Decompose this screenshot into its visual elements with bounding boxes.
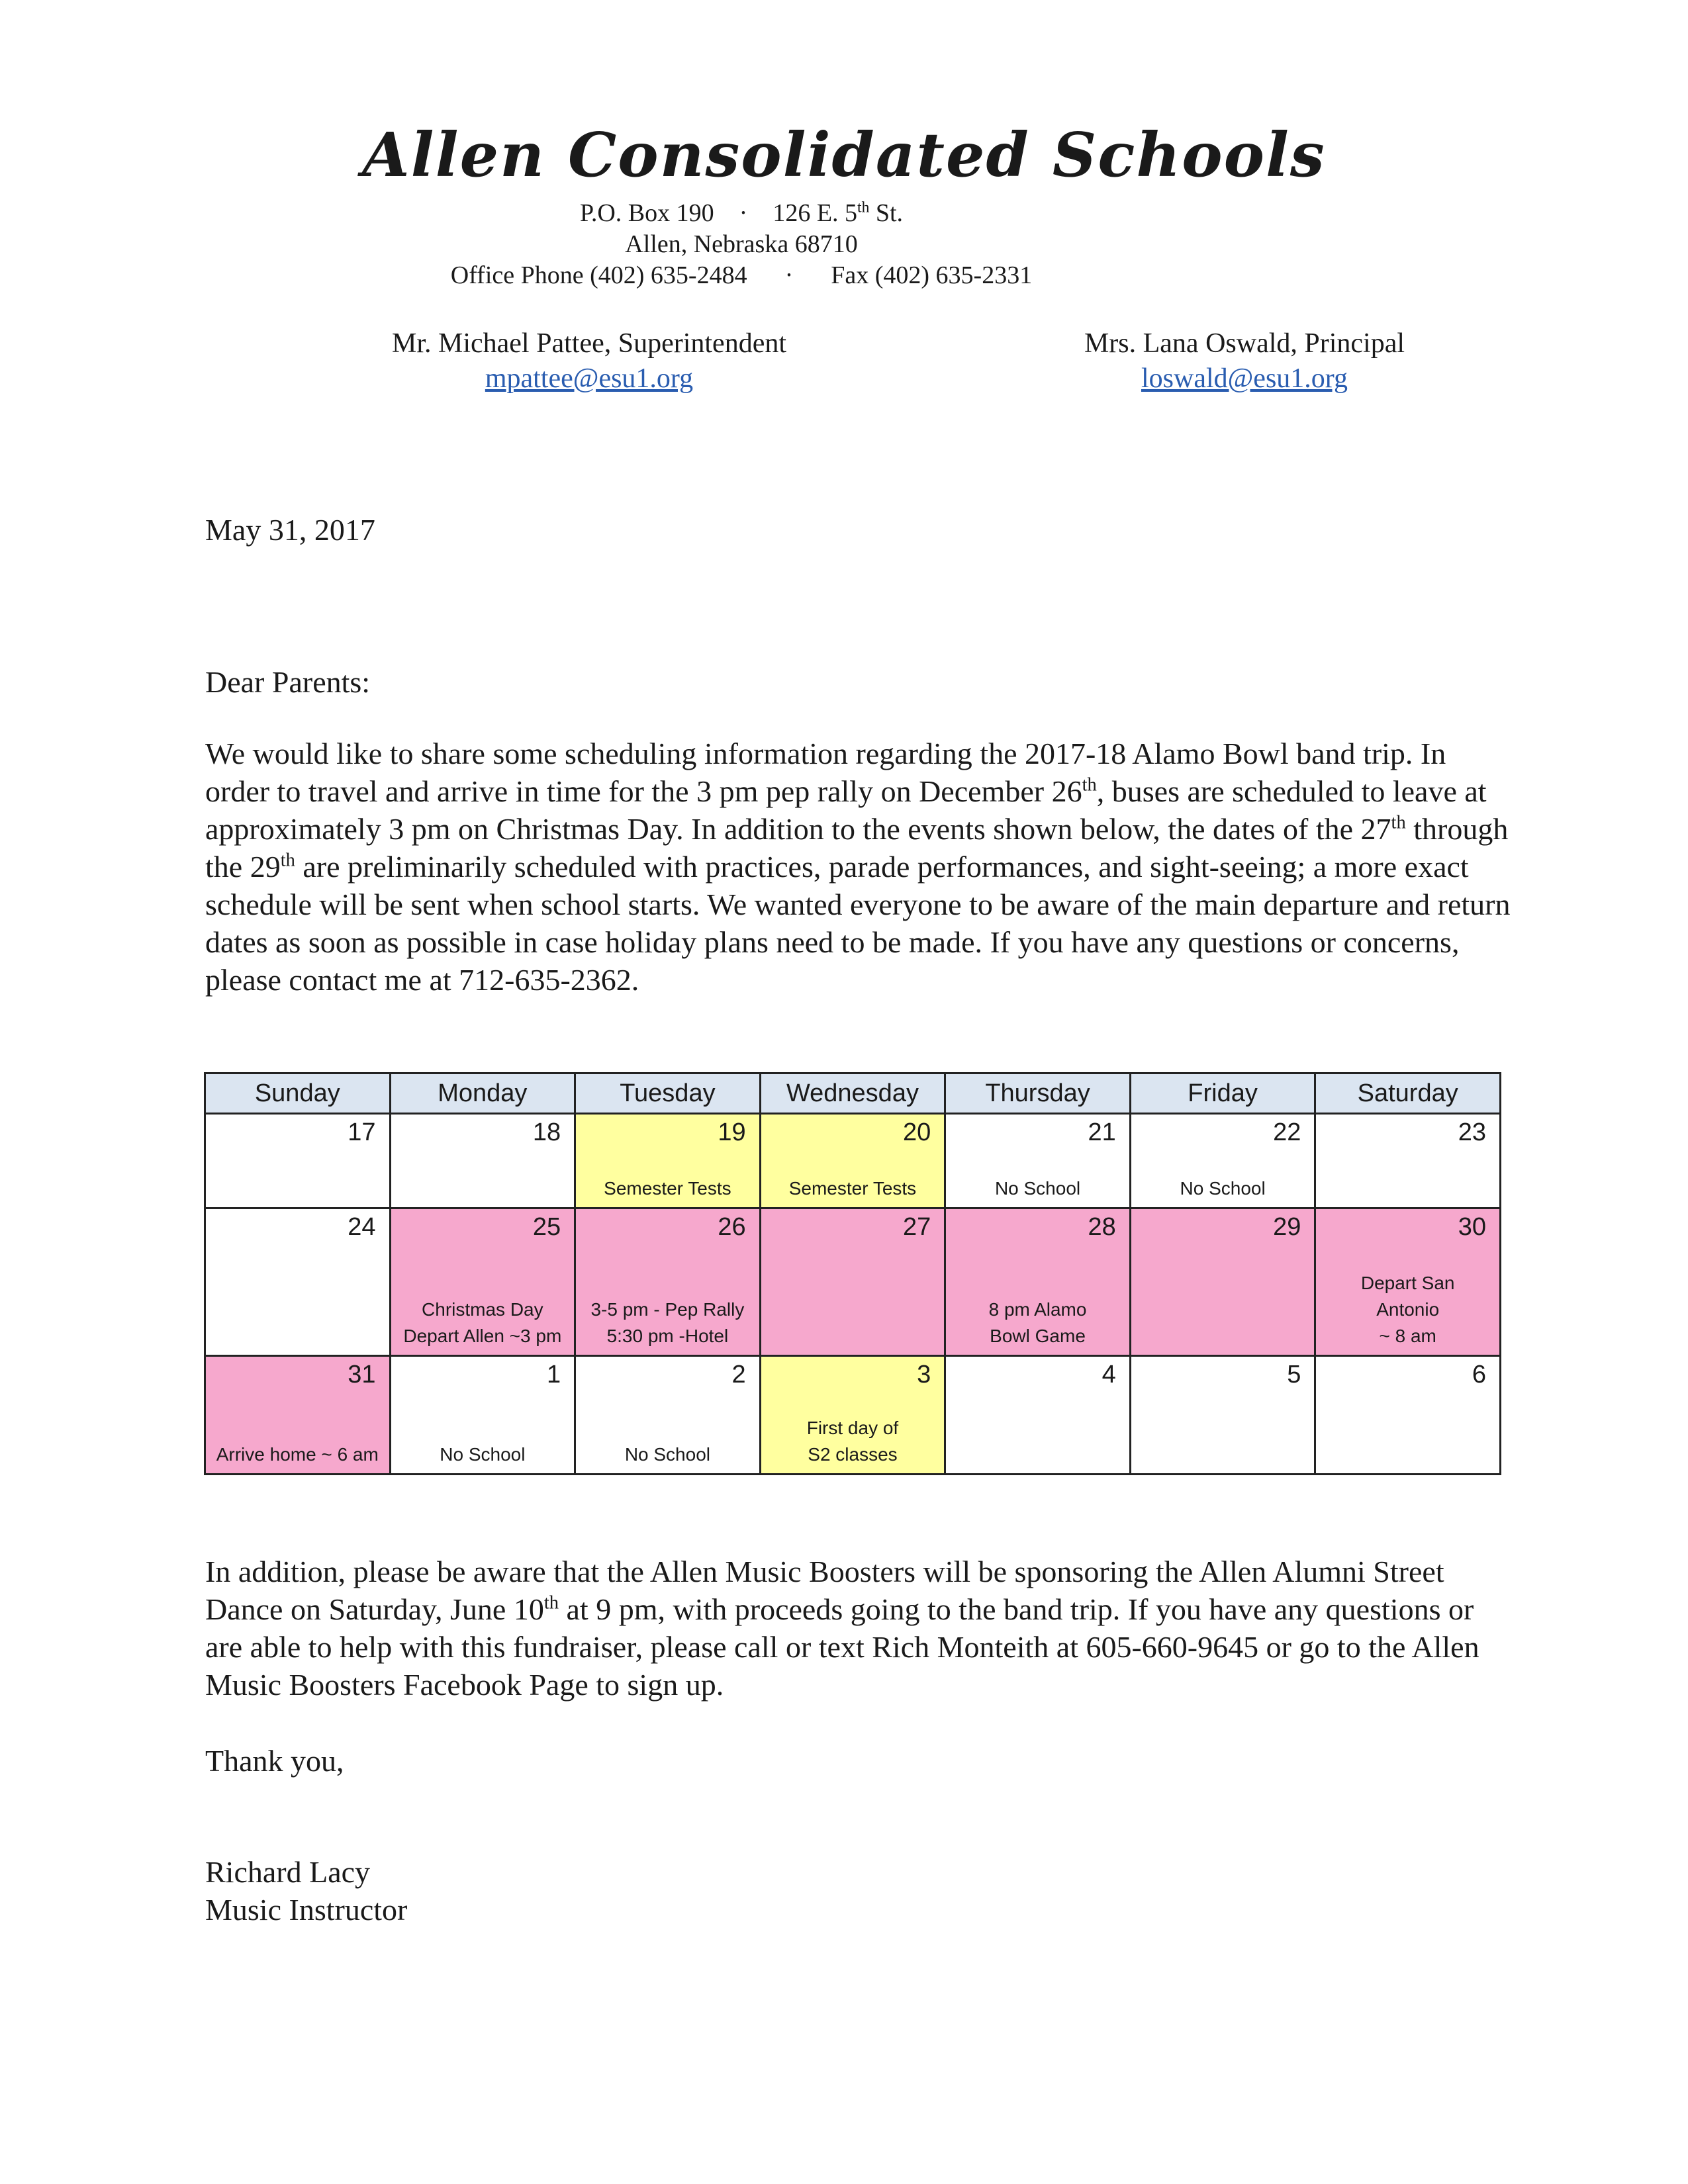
calendar-week-row xyxy=(205,1114,1501,1208)
calendar-day-cell xyxy=(1130,1208,1315,1356)
address-separator: · xyxy=(739,199,748,227)
letter-date: May 31, 2017 xyxy=(205,513,375,547)
day-number: 18 xyxy=(532,1118,561,1146)
calendar-day-cell xyxy=(945,1208,1131,1356)
day-note: No School xyxy=(1180,1178,1266,1199)
closing: Thank you, xyxy=(205,1744,344,1778)
header-monday: Monday xyxy=(390,1073,575,1114)
day-note: 8 pm Alamo Bowl Game xyxy=(988,1299,1087,1346)
school-name: Allen Consolidated Schools xyxy=(362,119,1326,191)
day-number: 26 xyxy=(718,1213,746,1241)
day-note: No School xyxy=(624,1444,710,1465)
day-note: First day of S2 classes xyxy=(806,1418,899,1465)
header-tuesday: Tuesday xyxy=(575,1073,761,1114)
day-number: 30 xyxy=(1458,1213,1486,1241)
calendar-day-cell xyxy=(575,1114,761,1208)
calendar-day-cell xyxy=(390,1356,575,1475)
office-phone: Office Phone (402) 635-2484 xyxy=(450,261,747,289)
calendar-day-cell xyxy=(760,1356,945,1475)
day-number: 31 xyxy=(348,1361,376,1388)
day-note: 3-5 pm - Pep Rally 5:30 pm -Hotel xyxy=(590,1299,745,1346)
day-number: 5 xyxy=(1287,1361,1301,1388)
calendar-day-cell xyxy=(1130,1356,1315,1475)
signer-name: Richard Lacy xyxy=(205,1855,371,1889)
calendar-header-row xyxy=(205,1073,1501,1114)
day-number: 20 xyxy=(902,1118,931,1146)
day-note: Semester Tests xyxy=(788,1178,917,1199)
calendar-day-cell xyxy=(760,1208,945,1356)
calendar-day-cell xyxy=(205,1208,391,1356)
header-friday: Friday xyxy=(1130,1073,1315,1114)
fax: Fax (402) 635-2331 xyxy=(831,261,1033,289)
calendar-day-cell xyxy=(1315,1208,1501,1356)
principal-email-link[interactable]: loswald@esu1.org xyxy=(1141,363,1348,394)
street-address: 126 E. 5th St. xyxy=(773,199,904,227)
day-number: 21 xyxy=(1088,1118,1116,1146)
day-note: No School xyxy=(440,1444,526,1465)
calendar-week-row xyxy=(205,1208,1501,1356)
paragraph-2: In addition, please be aware that the Allen Music Boosters will be sponsoring the Allen Alumni Street Dance on Saturday, June 10th at 9 pm, with proceeds going to the band trip. If you have any questions or are able to help with this fundraiser, please call or text Rich Monteith at 605-660-9645 or go to the Allen Music Boosters Facebook Page to sign up. xyxy=(205,1555,1479,1702)
calendar-day-cell xyxy=(205,1114,391,1208)
superintendent-email-link[interactable]: mpattee@esu1.org xyxy=(485,363,694,394)
header-sunday: Sunday xyxy=(205,1073,391,1114)
day-number: 23 xyxy=(1458,1118,1486,1146)
city-line: Allen, Nebraska 68710 xyxy=(625,230,858,258)
trip-calendar xyxy=(204,1072,1501,1475)
day-number: 28 xyxy=(1088,1213,1116,1241)
salutation: Dear Parents: xyxy=(205,665,371,699)
po-box: P.O. Box 190 xyxy=(579,199,714,227)
day-number: 1 xyxy=(546,1361,561,1388)
calendar-day-cell xyxy=(945,1114,1131,1208)
day-number: 4 xyxy=(1102,1361,1116,1388)
calendar-day-cell xyxy=(390,1114,575,1208)
day-note: No School xyxy=(994,1178,1081,1199)
signer-title: Music Instructor xyxy=(205,1893,408,1927)
address-line xyxy=(0,199,1483,228)
day-number: 27 xyxy=(902,1213,931,1241)
calendar-day-cell xyxy=(1130,1114,1315,1208)
phone-line xyxy=(0,261,1483,290)
day-note: Arrive home ~ 6 am xyxy=(216,1444,379,1465)
calendar-day-cell xyxy=(575,1356,761,1475)
day-number: 2 xyxy=(731,1361,746,1388)
day-note: Depart San Antonio ~ 8 am xyxy=(1360,1273,1455,1346)
header-thursday: Thursday xyxy=(945,1073,1131,1114)
calendar-body xyxy=(205,1114,1501,1475)
calendar-day-cell xyxy=(945,1356,1131,1475)
day-number: 25 xyxy=(532,1213,561,1241)
day-number: 24 xyxy=(348,1213,376,1241)
calendar-day-cell xyxy=(390,1208,575,1356)
calendar-day-cell xyxy=(760,1114,945,1208)
header-wednesday: Wednesday xyxy=(760,1073,945,1114)
day-number: 22 xyxy=(1273,1118,1301,1146)
header-saturday: Saturday xyxy=(1315,1073,1501,1114)
calendar-day-cell xyxy=(1315,1356,1501,1475)
principal-name: Mrs. Lana Oswald, Principal xyxy=(1084,328,1405,359)
superintendent-name: Mr. Michael Pattee, Superintendent xyxy=(391,328,787,359)
day-number: 17 xyxy=(348,1118,376,1146)
calendar-week-row xyxy=(205,1356,1501,1475)
phone-separator: · xyxy=(784,261,794,289)
day-number: 29 xyxy=(1273,1213,1301,1241)
calendar-day-cell xyxy=(1315,1114,1501,1208)
paragraph-1: We would like to share some scheduling information regarding the 2017-18 Alamo Bowl band trip. In order to travel and arrive in time for the 3 pm pep rally on December 26th, buses are scheduled to leave at approximately 3 pm on Christmas Day. In addition to the events shown below, the dates of the 27th through the 29th are preliminarily scheduled with practices, parade performances, and sight-seeing; a more exact schedule will be sent when school starts. We wanted everyone to be aware of the main departure and return dates as soon as possible in case holiday plans need to be made. If you have any questions or concerns, please contact me at 712-635-2362. xyxy=(205,737,1511,997)
day-note: Christmas Day Depart Allen ~3 pm xyxy=(403,1299,562,1346)
calendar-day-cell xyxy=(205,1356,391,1475)
day-number: 19 xyxy=(718,1118,746,1146)
day-number: 3 xyxy=(917,1361,931,1388)
calendar-day-cell xyxy=(575,1208,761,1356)
day-note: Semester Tests xyxy=(604,1178,731,1199)
day-number: 6 xyxy=(1472,1361,1486,1388)
